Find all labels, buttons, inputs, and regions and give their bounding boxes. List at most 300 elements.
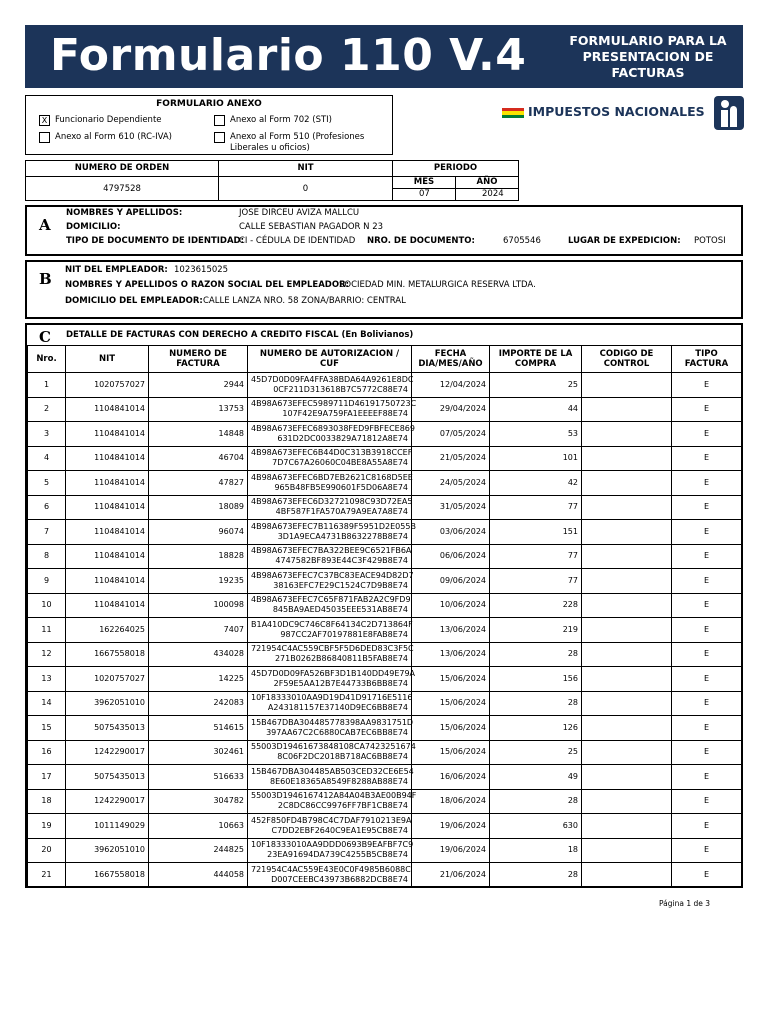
form-subtitle-line: FORMULARIO PARA LA <box>569 33 727 48</box>
cell-date: 13/06/2024 <box>412 618 490 643</box>
cell-date: 09/06/2024 <box>412 569 490 594</box>
col-header: Nro. <box>28 346 66 373</box>
doc-number-value: 6705546 <box>503 236 541 246</box>
cell-amount: 28 <box>490 691 582 716</box>
cell-nro: 17 <box>28 765 66 790</box>
cuf-line: 631D2DC0033829A71812A8E74 <box>277 433 408 443</box>
annex-option-label: Anexo al Form 610 (RC-IVA) <box>55 132 172 142</box>
checkbox[interactable]: X <box>39 115 50 126</box>
table-row <box>28 716 742 741</box>
cuf-line: 8E60E18365A8549F8288AB88E74 <box>270 776 408 786</box>
cell-amount: 28 <box>490 863 582 888</box>
period-label: PERIODO <box>393 161 518 177</box>
employer-nit-label: NIT DEL EMPLEADOR: <box>65 265 168 275</box>
employer-address-label: DOMICILIO DEL EMPLEADOR: <box>65 296 203 306</box>
cell-authorization <box>248 814 412 839</box>
table-row <box>28 642 742 667</box>
cell-control-code <box>582 765 672 790</box>
cuf-line: A243181157E37140D9EC6BB8E74 <box>267 703 408 713</box>
cell-invoice-number: 302461 <box>149 740 248 765</box>
cell-nit: 3962051010 <box>66 838 149 863</box>
col-header: CODIGO DE CONTROL <box>582 346 672 373</box>
annex-option-label: Anexo al Form 510 (Profesiones Liberales u oficios) <box>230 132 365 153</box>
section-a <box>25 205 743 256</box>
doc-type-value: CI - CÉDULA DE IDENTIDAD <box>239 236 356 246</box>
cell-authorization <box>248 544 412 569</box>
cell-authorization <box>248 593 412 618</box>
invoice-table-body <box>28 373 742 888</box>
table-row <box>28 495 742 520</box>
cuf-line: 2C8DC86CC9976FF7BF1CB8E74 <box>277 801 408 811</box>
table-row <box>28 618 742 643</box>
cell-invoice-type: E <box>672 789 742 814</box>
annex-option-702[interactable] <box>214 115 332 126</box>
cell-date: 15/06/2024 <box>412 716 490 741</box>
cell-invoice-number: 19235 <box>149 569 248 594</box>
table-row <box>28 789 742 814</box>
cell-authorization <box>248 569 412 594</box>
cell-invoice-number: 244825 <box>149 838 248 863</box>
cuf-line: 38163EFC7E29C1524C7D9B8E74 <box>273 580 408 590</box>
cuf-line: 4BF587F1FA570A79A9EA7A8E74 <box>275 507 408 517</box>
employer-nit-value: 1023615025 <box>174 265 229 275</box>
table-row <box>28 814 742 839</box>
cell-authorization <box>248 740 416 765</box>
cell-amount: 44 <box>490 397 582 422</box>
cell-amount: 49 <box>490 765 582 790</box>
cell-nit: 5075435013 <box>66 716 149 741</box>
cuf-line: 3D1A9ECA4731B8632278B8E74 <box>277 531 408 541</box>
table-row <box>28 422 742 447</box>
cell-nro: 7 <box>28 520 66 545</box>
cuf-line: 4747582BF893E44C3F429B8E74 <box>275 556 408 566</box>
table-row <box>28 593 742 618</box>
employer-address-value: CALLE LANZA NRO. 58 ZONA/BARRIO: CENTRAL <box>203 296 406 306</box>
cell-authorization <box>248 422 415 447</box>
cell-authorization <box>248 642 412 667</box>
cell-control-code <box>582 838 672 863</box>
section-letter: B <box>39 270 52 288</box>
cell-nro: 11 <box>28 618 66 643</box>
cell-authorization <box>248 373 412 398</box>
annex-option-label: Anexo al Form 702 (STI) <box>230 115 332 125</box>
cell-nit: 5075435013 <box>66 765 149 790</box>
cell-nit: 1242290017 <box>66 789 149 814</box>
cell-control-code <box>582 569 672 594</box>
cell-invoice-number: 514615 <box>149 716 248 741</box>
cuf-line: 845BA9AED45035EEE531AB8E74 <box>272 605 408 615</box>
period-values <box>393 189 518 201</box>
cell-invoice-number: 242083 <box>149 691 248 716</box>
cell-nro: 8 <box>28 544 66 569</box>
cell-amount: 151 <box>490 520 582 545</box>
cell-date: 13/06/2024 <box>412 642 490 667</box>
cell-invoice-number: 434028 <box>149 642 248 667</box>
cell-invoice-type: E <box>672 495 742 520</box>
checkbox[interactable] <box>39 132 50 143</box>
cuf-line: 2F59E5AA12B7E44733B6BB8E74 <box>273 678 408 688</box>
cell-nro: 10 <box>28 593 66 618</box>
impuestos-logo <box>500 94 745 130</box>
year-value: 2024 <box>482 189 504 199</box>
checkbox[interactable] <box>214 132 225 143</box>
cell-invoice-number: 46704 <box>149 446 248 471</box>
cell-invoice-type: E <box>672 863 742 888</box>
cell-amount: 156 <box>490 667 582 692</box>
cuf-line: 4B98A673EFEC7C65F871FAB2A2C9FD9 <box>251 595 411 605</box>
cell-nit: 1104841014 <box>66 544 149 569</box>
header-banner <box>25 25 743 88</box>
cuf-line: 4B98A673EFEC5989711D46191750723C <box>251 399 417 409</box>
cell-nit: 1104841014 <box>66 569 149 594</box>
cell-invoice-type: E <box>672 593 742 618</box>
annex-box <box>25 95 393 155</box>
cell-amount: 25 <box>490 740 582 765</box>
table-row <box>28 863 742 888</box>
period-box <box>392 160 519 201</box>
cell-control-code <box>582 789 672 814</box>
cell-invoice-type: E <box>672 716 742 741</box>
cuf-line: 107F42E9A759FA1EEEEF88E74 <box>282 409 408 419</box>
cuf-line: 10F18333010AA9D19D41D91716E5116 <box>251 693 413 703</box>
cuf-line: D007CEEBC43973B6882DCB8E74 <box>271 874 408 884</box>
cell-invoice-number: 444058 <box>149 863 248 888</box>
cell-nro: 6 <box>28 495 66 520</box>
annex-option-dependiente[interactable] <box>39 115 162 126</box>
employer-name-label: NOMBRES Y APELLIDOS O RAZON SOCIAL DEL EMPLEADOR: <box>65 280 350 290</box>
cell-nit: 1667558018 <box>66 863 149 888</box>
cell-date: 18/06/2024 <box>412 789 490 814</box>
names-value: JOSE DIRCEU AVIZA MALLCU <box>239 208 360 218</box>
section-b <box>25 260 743 319</box>
invoice-table-title: DETALLE DE FACTURAS CON DERECHO A CREDITO FISCAL (En Bolivianos) <box>66 330 414 340</box>
cell-nit: 1020757027 <box>66 667 149 692</box>
col-header: NUMERO DE FACTURA <box>149 346 248 373</box>
cuf-line: 0CF211D313618B7C5772C88E74 <box>273 384 408 394</box>
cell-date: 15/06/2024 <box>412 740 490 765</box>
col-header: FECHA DIA/MES/AÑO <box>412 346 490 373</box>
cell-date: 19/06/2024 <box>412 814 490 839</box>
cell-invoice-number: 516633 <box>149 765 248 790</box>
cell-invoice-type: E <box>672 544 742 569</box>
cell-date: 29/04/2024 <box>412 397 490 422</box>
cell-date: 31/05/2024 <box>412 495 490 520</box>
cell-nro: 3 <box>28 422 66 447</box>
cell-authorization <box>248 618 412 643</box>
cuf-line: C7DD2EBF2640C9EA1E95CB8E74 <box>271 825 408 835</box>
cell-amount: 219 <box>490 618 582 643</box>
cell-authorization <box>248 863 412 888</box>
form-title: Formulario 110 V.4 <box>50 30 527 81</box>
cell-invoice-number: 96074 <box>149 520 248 545</box>
cell-authorization <box>248 446 412 471</box>
cell-nit: 1104841014 <box>66 520 149 545</box>
table-row <box>28 471 742 496</box>
nit-value: 0 <box>302 184 309 194</box>
cell-nro: 14 <box>28 691 66 716</box>
cell-amount: 25 <box>490 373 582 398</box>
cell-authorization <box>248 789 417 814</box>
cell-nro: 1 <box>28 373 66 398</box>
cuf-line: 4B98A673EFEC6D32721098C93D72EA5 <box>251 497 413 507</box>
cell-date: 21/06/2024 <box>412 863 490 888</box>
table-header-row <box>28 346 742 373</box>
cell-nro: 20 <box>28 838 66 863</box>
impuestos-mark-icon <box>714 96 744 130</box>
nit-label: NIT <box>219 161 392 177</box>
table-row <box>28 446 742 471</box>
table-row <box>28 691 742 716</box>
cell-nro: 12 <box>28 642 66 667</box>
period-headers <box>393 177 518 189</box>
order-number-label: NUMERO DE ORDEN <box>26 161 218 177</box>
cell-nro: 2 <box>28 397 66 422</box>
cell-amount: 630 <box>490 814 582 839</box>
cell-nro: 5 <box>28 471 66 496</box>
cell-date: 15/06/2024 <box>412 691 490 716</box>
cuf-line: 721954C4AC559E43E0C0F4985B6088C <box>251 864 411 874</box>
cell-authorization <box>248 397 417 422</box>
cell-authorization <box>248 838 412 863</box>
checkbox[interactable] <box>214 115 225 126</box>
cell-authorization <box>248 716 412 741</box>
annex-option-510[interactable] <box>214 132 389 154</box>
cuf-line: 15B467DBA304485778398AA9831751D <box>251 717 414 727</box>
cuf-line: B1A410DC9C746C8F64134C2D713864F <box>251 619 413 629</box>
cell-date: 10/06/2024 <box>412 593 490 618</box>
cell-date: 16/06/2024 <box>412 765 490 790</box>
cuf-line: 721954C4AC559CBF5F5D6DED83C3F5C <box>251 644 414 654</box>
cuf-line: 4B98A673EFEC7C37BC83EACE94D82D7 <box>251 570 414 580</box>
month-label: MES <box>393 177 456 188</box>
cell-authorization <box>248 495 412 520</box>
cell-invoice-type: E <box>672 373 742 398</box>
table-row <box>28 667 742 692</box>
cell-control-code <box>582 691 672 716</box>
cuf-line: 15B467DBA304485AB503CED32CE6E54 <box>251 766 414 776</box>
cell-invoice-type: E <box>672 838 742 863</box>
order-number-value: 4797528 <box>103 184 141 194</box>
cell-nro: 15 <box>28 716 66 741</box>
employer-name-value: SOCIEDAD MIN. METALURGICA RESERVA LTDA. <box>339 280 536 290</box>
annex-option-label: Funcionario Dependiente <box>55 115 162 125</box>
logo-text: IMPUESTOS NACIONALES <box>528 104 705 119</box>
table-row <box>28 765 742 790</box>
cell-date: 15/06/2024 <box>412 667 490 692</box>
cuf-line: 45D7D0D09FA4FFA38BDA64A9261E8DC <box>251 374 414 384</box>
cell-invoice-type: E <box>672 446 742 471</box>
cuf-line: 23EA91694DA739C4255B5CB8E74 <box>267 850 408 860</box>
cell-amount: 77 <box>490 495 582 520</box>
cuf-line: 397AA67C2C6880CAB7EC6BB8E74 <box>266 727 408 737</box>
table-row <box>28 569 742 594</box>
cell-control-code <box>582 446 672 471</box>
cell-amount: 77 <box>490 544 582 569</box>
cell-invoice-number: 18089 <box>149 495 248 520</box>
cell-control-code <box>582 740 672 765</box>
cell-invoice-number: 304782 <box>149 789 248 814</box>
cell-authorization <box>248 471 412 496</box>
cell-amount: 28 <box>490 789 582 814</box>
cell-nit: 162264025 <box>66 618 149 643</box>
cell-control-code <box>582 863 672 888</box>
cell-date: 03/06/2024 <box>412 520 490 545</box>
cell-authorization <box>248 520 416 545</box>
cell-date: 24/05/2024 <box>412 471 490 496</box>
cell-nro: 19 <box>28 814 66 839</box>
cell-nit: 1104841014 <box>66 495 149 520</box>
cell-control-code <box>582 667 672 692</box>
cell-invoice-number: 14848 <box>149 422 248 447</box>
cell-invoice-type: E <box>672 569 742 594</box>
cuf-line: 271B0262B86840811B5FAB8E74 <box>274 654 408 664</box>
table-row <box>28 397 742 422</box>
section-letter: A <box>39 216 51 234</box>
cell-invoice-type: E <box>672 471 742 496</box>
cuf-line: 4B98A673EFEC6893038FED9FBFECE869 <box>251 423 415 433</box>
cell-control-code <box>582 593 672 618</box>
cell-date: 21/05/2024 <box>412 446 490 471</box>
cuf-line: 4B98A673EFEC7BA322BEE9C6521FB6A <box>251 546 412 556</box>
cell-invoice-type: E <box>672 642 742 667</box>
names-label: NOMBRES Y APELLIDOS: <box>66 208 183 218</box>
cell-control-code <box>582 495 672 520</box>
cell-nit: 1104841014 <box>66 422 149 447</box>
table-row <box>28 838 742 863</box>
cell-amount: 77 <box>490 569 582 594</box>
cell-invoice-number: 2944 <box>149 373 248 398</box>
doc-type-label: TIPO DE DOCUMENTO DE IDENTIDAD: <box>66 236 244 246</box>
cell-invoice-type: E <box>672 667 742 692</box>
cuf-line: 55003D1946167412A84A04B3AE00B94F <box>251 791 417 801</box>
cell-invoice-number: 13753 <box>149 397 248 422</box>
cell-authorization <box>248 691 412 716</box>
cell-amount: 126 <box>490 716 582 741</box>
cell-amount: 18 <box>490 838 582 863</box>
issue-place-label: LUGAR DE EXPEDICION: <box>568 236 681 246</box>
cell-amount: 42 <box>490 471 582 496</box>
form-subtitle-line: FACTURAS <box>611 65 685 80</box>
cell-control-code <box>582 618 672 643</box>
cell-date: 07/05/2024 <box>412 422 490 447</box>
cell-nit: 1104841014 <box>66 397 149 422</box>
col-header: NIT <box>66 346 149 373</box>
cell-invoice-number: 18828 <box>149 544 248 569</box>
cell-nit: 1020757027 <box>66 373 149 398</box>
col-header: NUMERO DE AUTORIZACION / CUF <box>248 346 412 373</box>
cell-invoice-number: 100098 <box>149 593 248 618</box>
cuf-line: 55003D19461673848108CA7423251674 <box>251 742 416 752</box>
cell-invoice-type: E <box>672 740 742 765</box>
cell-control-code <box>582 716 672 741</box>
cell-nit: 1667558018 <box>66 642 149 667</box>
cell-invoice-number: 14225 <box>149 667 248 692</box>
cell-invoice-type: E <box>672 618 742 643</box>
month-value: 07 <box>393 189 456 201</box>
cell-control-code <box>582 642 672 667</box>
cuf-line: 7D7C67A26060C04BE8A55A8E74 <box>272 458 408 468</box>
cell-invoice-type: E <box>672 765 742 790</box>
cell-nro: 18 <box>28 789 66 814</box>
page-indicator: Página 1 de 3 <box>658 899 710 908</box>
cell-nro: 4 <box>28 446 66 471</box>
nit-box <box>218 160 393 201</box>
annex-option-610[interactable] <box>39 132 172 143</box>
cell-control-code <box>582 373 672 398</box>
cell-nit: 3962051010 <box>66 691 149 716</box>
table-row <box>28 520 742 545</box>
invoice-table <box>27 345 742 888</box>
cell-control-code <box>582 814 672 839</box>
cuf-line: 8C06F2DC2018B718AC6BB8E74 <box>277 752 408 762</box>
cell-nro: 9 <box>28 569 66 594</box>
col-header: IMPORTE DE LA COMPRA <box>490 346 582 373</box>
table-row <box>28 544 742 569</box>
cell-invoice-type: E <box>672 814 742 839</box>
cell-amount: 101 <box>490 446 582 471</box>
cell-nit: 1104841014 <box>66 446 149 471</box>
cuf-line: 4B98A673EFEC6BD7EB2621C8168D5EE <box>251 472 413 482</box>
form-subtitle-line: PRESENTACION DE <box>582 49 714 64</box>
cuf-line: 10F18333010AA9DDD0693B9EAFBF7C9 <box>251 840 414 850</box>
cell-nro: 13 <box>28 667 66 692</box>
cell-date: 12/04/2024 <box>412 373 490 398</box>
cuf-line: 4B98A673EFEC7B116389F5951D2E055B <box>251 521 416 531</box>
cell-invoice-type: E <box>672 422 742 447</box>
table-row <box>28 740 742 765</box>
cell-invoice-type: E <box>672 520 742 545</box>
address-label: DOMICILIO: <box>66 222 121 232</box>
cuf-line: 45D7D0D09FA526BF3D1B140DD49E79A <box>251 668 416 678</box>
cell-authorization <box>248 667 416 692</box>
cell-amount: 228 <box>490 593 582 618</box>
col-header: TIPO FACTURA <box>672 346 742 373</box>
cuf-line: 987CC2AF70197881E8FAB8E74 <box>280 629 408 639</box>
cell-invoice-number: 7407 <box>149 618 248 643</box>
cell-control-code <box>582 544 672 569</box>
cell-control-code <box>582 422 672 447</box>
cell-nit: 1242290017 <box>66 740 149 765</box>
cell-invoice-number: 10663 <box>149 814 248 839</box>
cell-nit: 1104841014 <box>66 593 149 618</box>
year-label: AÑO <box>476 177 498 187</box>
cell-invoice-type: E <box>672 691 742 716</box>
cell-nit: 1011149029 <box>66 814 149 839</box>
cell-amount: 53 <box>490 422 582 447</box>
cell-nit: 1104841014 <box>66 471 149 496</box>
cell-amount: 28 <box>490 642 582 667</box>
cuf-line: 452F850FD4B798C4C7DAF7910213E9A <box>251 815 412 825</box>
bolivia-flag-icon <box>502 108 524 118</box>
cell-date: 06/06/2024 <box>412 544 490 569</box>
cuf-line: 965B48FB5E990601F5D06A8E74 <box>274 482 408 492</box>
cell-date: 19/06/2024 <box>412 838 490 863</box>
doc-number-label: NRO. DE DOCUMENTO: <box>367 236 475 246</box>
cell-authorization <box>248 765 412 790</box>
cell-control-code <box>582 471 672 496</box>
issue-place-value: POTOSI <box>694 236 726 246</box>
cell-invoice-type: E <box>672 397 742 422</box>
cell-control-code <box>582 397 672 422</box>
section-letter: C <box>39 328 51 346</box>
cell-control-code <box>582 520 672 545</box>
cuf-line: 4B98A673EFEC6B44D0C313B3918CCEF <box>251 448 413 458</box>
address-value: CALLE SEBASTIAN PAGADOR N 23 <box>239 222 384 232</box>
cell-nro: 16 <box>28 740 66 765</box>
order-number-box <box>25 160 219 201</box>
table-row <box>28 373 742 398</box>
cell-nro: 21 <box>28 863 66 888</box>
